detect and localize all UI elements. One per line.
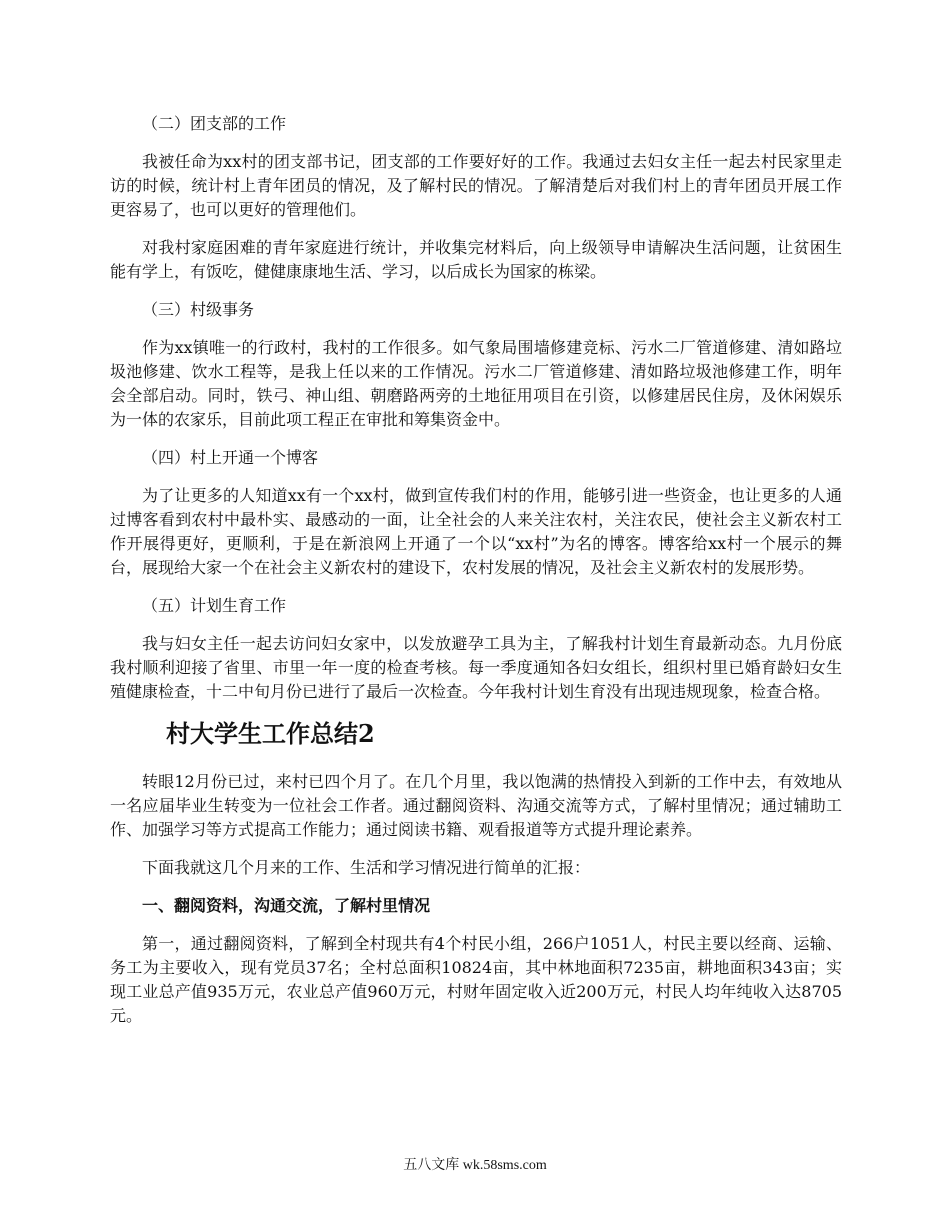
document-body — [110, 112, 842, 1042]
paragraph: 第一，通过翻阅资料，了解到全村现共有4个村民小组，266户1051人，村民主要以经商、运输、务工为主要收入，现有党员37名；全村总面积10824亩，其中林地面积7235亩，耕地面积343亩；实现工业总产值935万元，农业总产值960万元，村财年固定收入近200万元，村民人均年纯收入达8705元。 — [110, 934, 842, 1025]
section-heading: （四）村上开通一个博客 — [142, 448, 319, 467]
footer-watermark: 五八文库 wk.58sms.com — [403, 1158, 547, 1173]
paragraph: 转眼12月份已过，来村已四个月了。在几个月里，我以饱满的热情投入到新的工作中去，有效地从一名应届毕业生转变为一位社会工作者。通过翻阅资料、沟通交流等方式，了解村里情况；通过辅助工作、加强学习等方式提高工作能力；通过阅读书籍、观看报道等方式提升理论素养。 — [110, 772, 842, 839]
paragraph: 作为xx镇唯一的行政村，我村的工作很多。如气象局围墙修建竞标、污水二厂管道修建、清如路垃圾池修建、饮水工程等，是我上任以来的工作情况。污水二厂管道修建、清如路垃圾池修建工作，明年会全部启动。同时，铁弓、神山组、朝磨路两旁的土地征用项目在引资，以修建居民住房，及休闲娱乐为一体的农家乐，目前此项工程正在审批和筹集资金中。 — [110, 338, 842, 429]
paragraph: 为了让更多的人知道xx有一个xx村，做到宣传我们村的作用，能够引进一些资金，也让更多的人通过博客看到农村中最朴实、最感动的一面，让全社会的人来关注农村，关注农民，使社会主义新农村工作开展得更好，更顺利，于是在新浪网上开通了一个以“xx村”为名的博客。博客给xx村一个展示的舞台，展现给大家一个在社会主义新农村的建设下，农村发展的情况，及社会主义新农村的发展形势。 — [110, 486, 842, 577]
paragraph: 下面我就这几个月来的工作、生活和学习情况进行简单的汇报： — [142, 858, 591, 877]
paragraph: 我被任命为xx村的团支部书记，团支部的工作要好好的工作。我通过去妇女主任一起去村民家里走访的时候，统计村上青年团员的情况，及了解村民的情况。了解清楚后对我们村上的青年团员开展工作更容易了，也可以更好的管理他们。 — [110, 152, 842, 219]
paragraph: 我与妇女主任一起去访问妇女家中，以发放避孕工具为主，了解我村计划生育最新动态。九月份底我村顺利迎接了省里、市里一年一度的检查考核。每一季度通知各妇女组长，组织村里已婚育龄妇女生殖健康检查，十二中旬月份已进行了最后一次检查。今年我村计划生育没有出现违规现象，检查合格。 — [110, 634, 842, 701]
section-heading: （五）计划生育工作 — [142, 596, 287, 615]
paragraph: 对我村家庭困难的青年家庭进行统计，并收集完材料后，向上级领导申请解决生活问题，让贫困生能有学上，有饭吃，健健康康地生活、学习，以后成长为国家的栋梁。 — [110, 238, 842, 281]
article-heading: 村大学生工作总结2 — [166, 719, 375, 748]
section-heading: （二）团支部的工作 — [142, 114, 287, 133]
section-heading: （三）村级事务 — [142, 300, 255, 319]
part-heading: 一、翻阅资料，沟通交流，了解村里情况 — [142, 896, 431, 915]
